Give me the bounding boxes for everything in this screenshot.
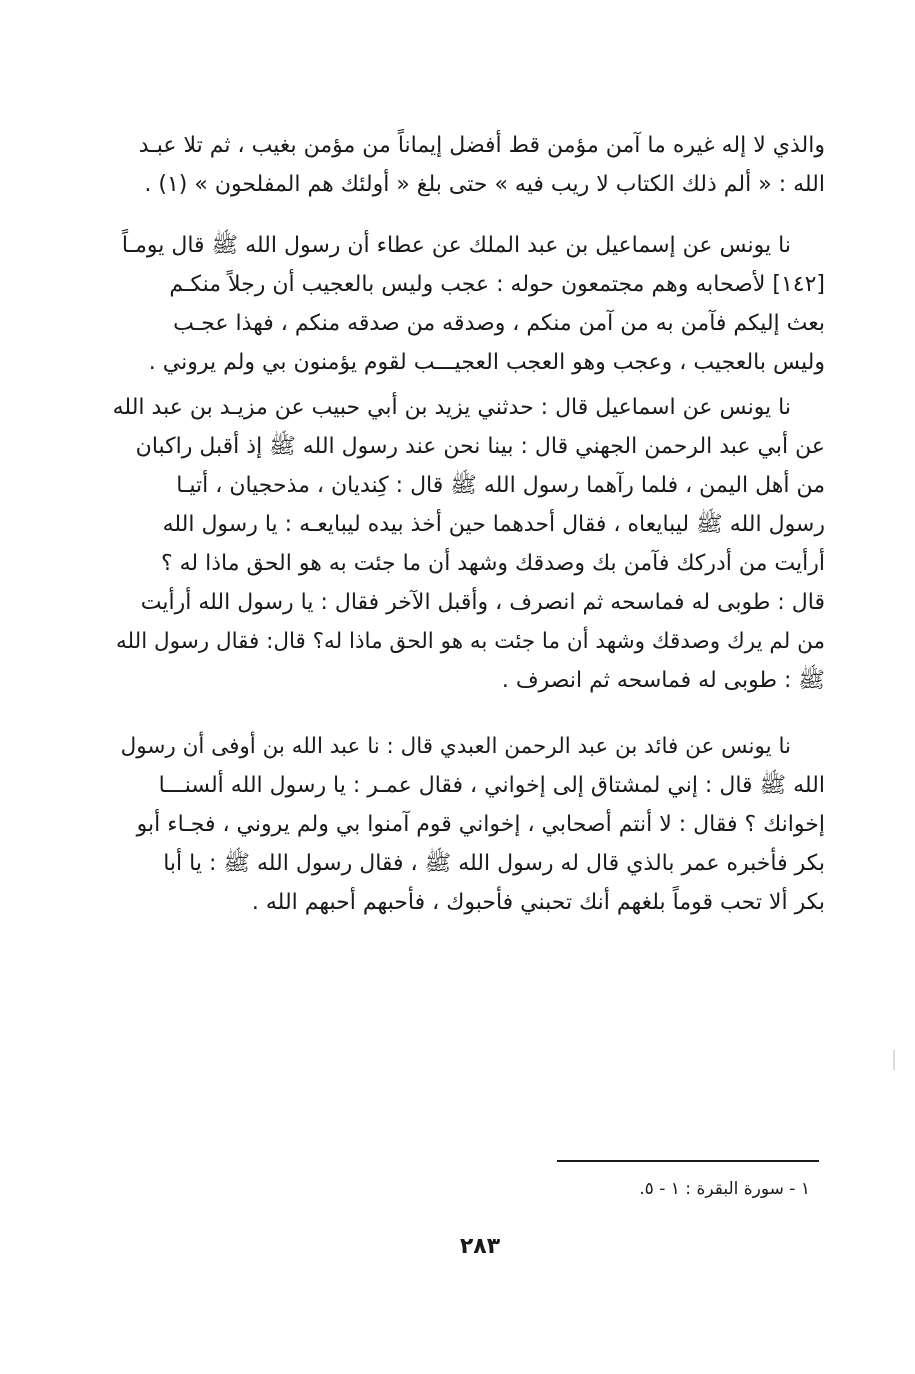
text-line: الله ﷺ قال : إني لمشتاق إلى إخواني ، فقال عمـر : يا رسول الله ألسنـــا [158, 773, 825, 798]
text-line: بعث إليكم فآمن به من آمن منكم ، وصدقه من صدقه منكم ، فهذا عجـب [173, 311, 825, 336]
text-line: إخوانك ؟ فقال : لا أنتم أصحابي ، إخواني قوم آمنوا بي ولم يروني ، فجـاء أبو [136, 812, 825, 837]
paragraph-hadith-abdi [110, 727, 825, 922]
text-line: [١٤٢] لأصحابه وهم مجتمعون حوله : عجب وليس بالعجيب أن رجلاً منكـم [169, 272, 825, 297]
text-line: نا يونس عن اسماعيل قال : حدثني يزيد بن أبي حبيب عن مزيـد بن عبد الله [112, 395, 791, 420]
footnote-divider [557, 1160, 819, 1162]
text-line: بكر ألا تحب قوماً بلغهم أنك تحبني فأحبوك ، فأحبهم أحبهم الله . [251, 890, 825, 915]
text-line: ﷺ : طوبى له فماسحه ثم انصرف . [501, 668, 825, 693]
text-line: الله : « ألم ذلك الكتاب لا ريب فيه » حتى بلغ « أولئك هم المفلحون » (١) . [144, 172, 825, 197]
page-number: ٢٨٣ [459, 1234, 501, 1259]
footnote: ١ - سورة البقرة : ١ - ٥. [639, 1179, 810, 1199]
text-line: وليس بالعجيب ، وعجب وهو العجب العجيـــب لقوم يؤمنون بي ولم يروني . [148, 350, 825, 375]
text-line: قال : طوبى له فماسحه ثم انصرف ، وأقبل الآخر فقال : يا رسول الله أرأيت [140, 590, 825, 615]
scan-mark [893, 1050, 895, 1070]
text-line: نا يونس عن إسماعيل بن عبد الملك عن عطاء أن رسول الله ﷺ قال يومـاً [121, 233, 791, 258]
text-line: نا يونس عن فائد بن عبد الرحمن العبدي قال : نا عبد الله بن أوفى أن رسول [120, 734, 791, 759]
text-line: من أهل اليمن ، فلما رآهما رسول الله ﷺ قال : كِنديان ، مذحجيان ، أتيـا [176, 473, 825, 498]
text-line: من لم يرك وصدقك وشهد أن ما جئت به هو الحق ماذا له؟ قال: فقال رسول الله [116, 629, 825, 654]
paragraph-hadith-ata [110, 226, 825, 382]
paragraph-quran-recitation [110, 126, 825, 204]
text-line: عن أبي عبد الرحمن الجهني قال : بينا نحن عند رسول الله ﷺ إذ أقبل راكبان [135, 434, 825, 459]
text-line: أرأيت من أدركك فآمن بك وصدقك وشهد أن ما جئت به هو الحق ماذا له ؟ [160, 551, 825, 576]
text-line: والذي لا إله غيره ما آمن مؤمن قط أفضل إيماناً من مؤمن بغيب ، ثم تلا عبـد [138, 133, 825, 158]
text-line: بكر فأخبره عمر بالذي قال له رسول الله ﷺ ، فقال رسول الله ﷺ : يا أبا [163, 851, 825, 876]
text-line: رسول الله ﷺ ليبايعاه ، فقال أحدهما حين أخذ بيده ليبايعـه : يا رسول الله [162, 512, 825, 537]
paragraph-hadith-juhani [110, 388, 825, 700]
